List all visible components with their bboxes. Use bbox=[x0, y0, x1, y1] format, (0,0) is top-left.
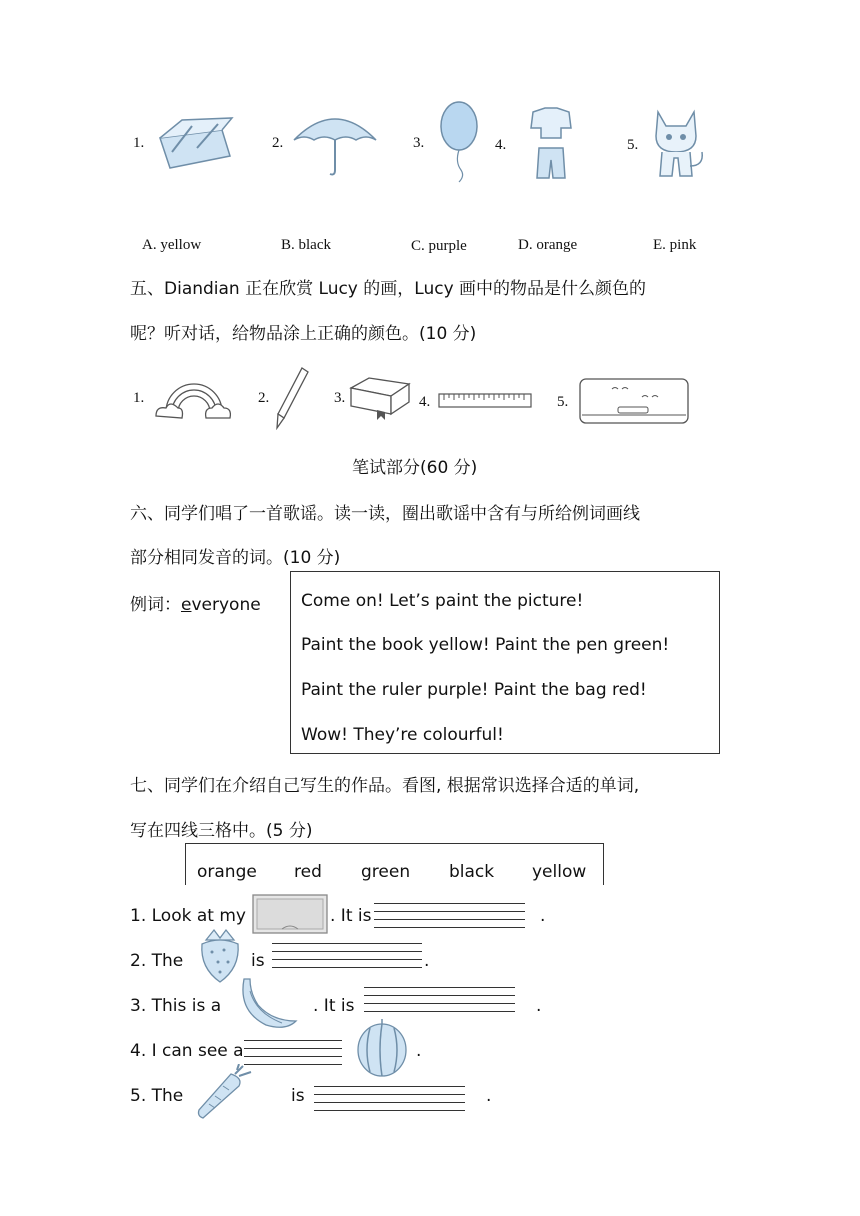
clothes-icon bbox=[525, 104, 577, 184]
option-label: D. orange bbox=[518, 237, 578, 253]
pen-icon bbox=[272, 366, 310, 430]
example-rest: veryone bbox=[191, 595, 261, 615]
question-text: 3. This is a bbox=[130, 996, 222, 1016]
question-text: . bbox=[486, 1086, 492, 1106]
ruler-icon bbox=[438, 393, 532, 409]
question-text: . bbox=[416, 1041, 422, 1061]
section-five-instruction-line1: 五、Diandian 正在欣赏 Lucy 的画，Lucy 画中的物品是什么颜色的 bbox=[130, 279, 647, 299]
bag-icon bbox=[152, 112, 238, 178]
word-bank bbox=[185, 843, 604, 885]
option-label: E. pink bbox=[653, 237, 697, 253]
blackboard-icon bbox=[252, 894, 328, 936]
writing-lines[interactable] bbox=[314, 1086, 465, 1118]
question-text: . It is bbox=[313, 996, 355, 1016]
example-underlined-letter: e bbox=[181, 595, 192, 615]
watermelon-icon bbox=[354, 1018, 410, 1078]
question-text: 2. The bbox=[130, 951, 184, 971]
item-number: 1. bbox=[133, 135, 145, 151]
chant-line: Wow! They’re colourful! bbox=[301, 725, 504, 745]
section-six-instruction-line2: 部分相同发音的词。(10 分) bbox=[130, 548, 341, 568]
question-text: is bbox=[251, 951, 265, 971]
question-text: . It is bbox=[330, 906, 372, 926]
balloon-icon bbox=[437, 100, 481, 184]
section-six-instruction-line1: 六、同学们唱了一首歌谣。读一读，圈出歌谣中含有与所给例词画线 bbox=[130, 504, 640, 524]
writing-lines[interactable] bbox=[374, 903, 525, 935]
chant-line: Paint the ruler purple! Paint the bag red! bbox=[301, 680, 647, 700]
option-label: B. black bbox=[281, 237, 331, 253]
word-bank-item: orange bbox=[197, 862, 257, 882]
example-label: 例词： bbox=[130, 595, 181, 615]
item-number: 2. bbox=[272, 135, 284, 151]
carrot-icon bbox=[195, 1064, 253, 1120]
option-label: C. purple bbox=[411, 238, 467, 254]
question-text: . bbox=[536, 996, 542, 1016]
item-number: 2. bbox=[258, 390, 270, 406]
item-number: 5. bbox=[627, 137, 639, 153]
rainbow-icon bbox=[154, 372, 234, 424]
question-text: 4. I can see a bbox=[130, 1041, 244, 1061]
item-number: 3. bbox=[413, 135, 425, 151]
question-text: is bbox=[291, 1086, 305, 1106]
item-number: 3. bbox=[334, 390, 346, 406]
item-number: 5. bbox=[557, 394, 569, 410]
chant-line: Come on! Let’s paint the picture! bbox=[301, 591, 584, 611]
item-number: 4. bbox=[419, 394, 431, 410]
section-five-instruction-line2: 呢？听对话，给物品涂上正确的颜色。(10 分) bbox=[130, 324, 477, 344]
option-label: A. yellow bbox=[142, 237, 202, 253]
chant-line: Paint the book yellow! Paint the pen green! bbox=[301, 635, 670, 655]
example-word bbox=[130, 590, 261, 615]
word-bank-item: black bbox=[449, 862, 495, 882]
banana-icon bbox=[236, 975, 300, 1031]
cat-icon bbox=[644, 108, 708, 182]
item-number: 1. bbox=[133, 390, 145, 406]
question-text: 1. Look at my bbox=[130, 906, 246, 926]
question-text: . bbox=[424, 951, 430, 971]
section-seven-instruction-line2: 写在四线三格中。(5 分) bbox=[130, 821, 313, 841]
book-icon bbox=[347, 374, 411, 420]
word-bank-item: yellow bbox=[532, 862, 587, 882]
writing-lines[interactable] bbox=[272, 943, 422, 975]
section-seven-instruction-line1: 七、同学们在介绍自己写生的作品。看图, 根据常识选择合适的单词, bbox=[130, 776, 640, 796]
question-text: 5. The bbox=[130, 1086, 184, 1106]
writing-lines[interactable] bbox=[364, 987, 515, 1019]
writing-lines[interactable] bbox=[244, 1040, 342, 1072]
word-bank-item: red bbox=[294, 862, 322, 882]
umbrella-icon bbox=[290, 106, 380, 178]
question-text: . bbox=[540, 906, 546, 926]
item-number: 4. bbox=[495, 137, 507, 153]
word-bank-item: green bbox=[361, 862, 411, 882]
pencil-box-icon bbox=[578, 375, 690, 427]
chant-box bbox=[290, 571, 720, 754]
written-part-title: 笔试部分(60 分) bbox=[352, 458, 478, 478]
